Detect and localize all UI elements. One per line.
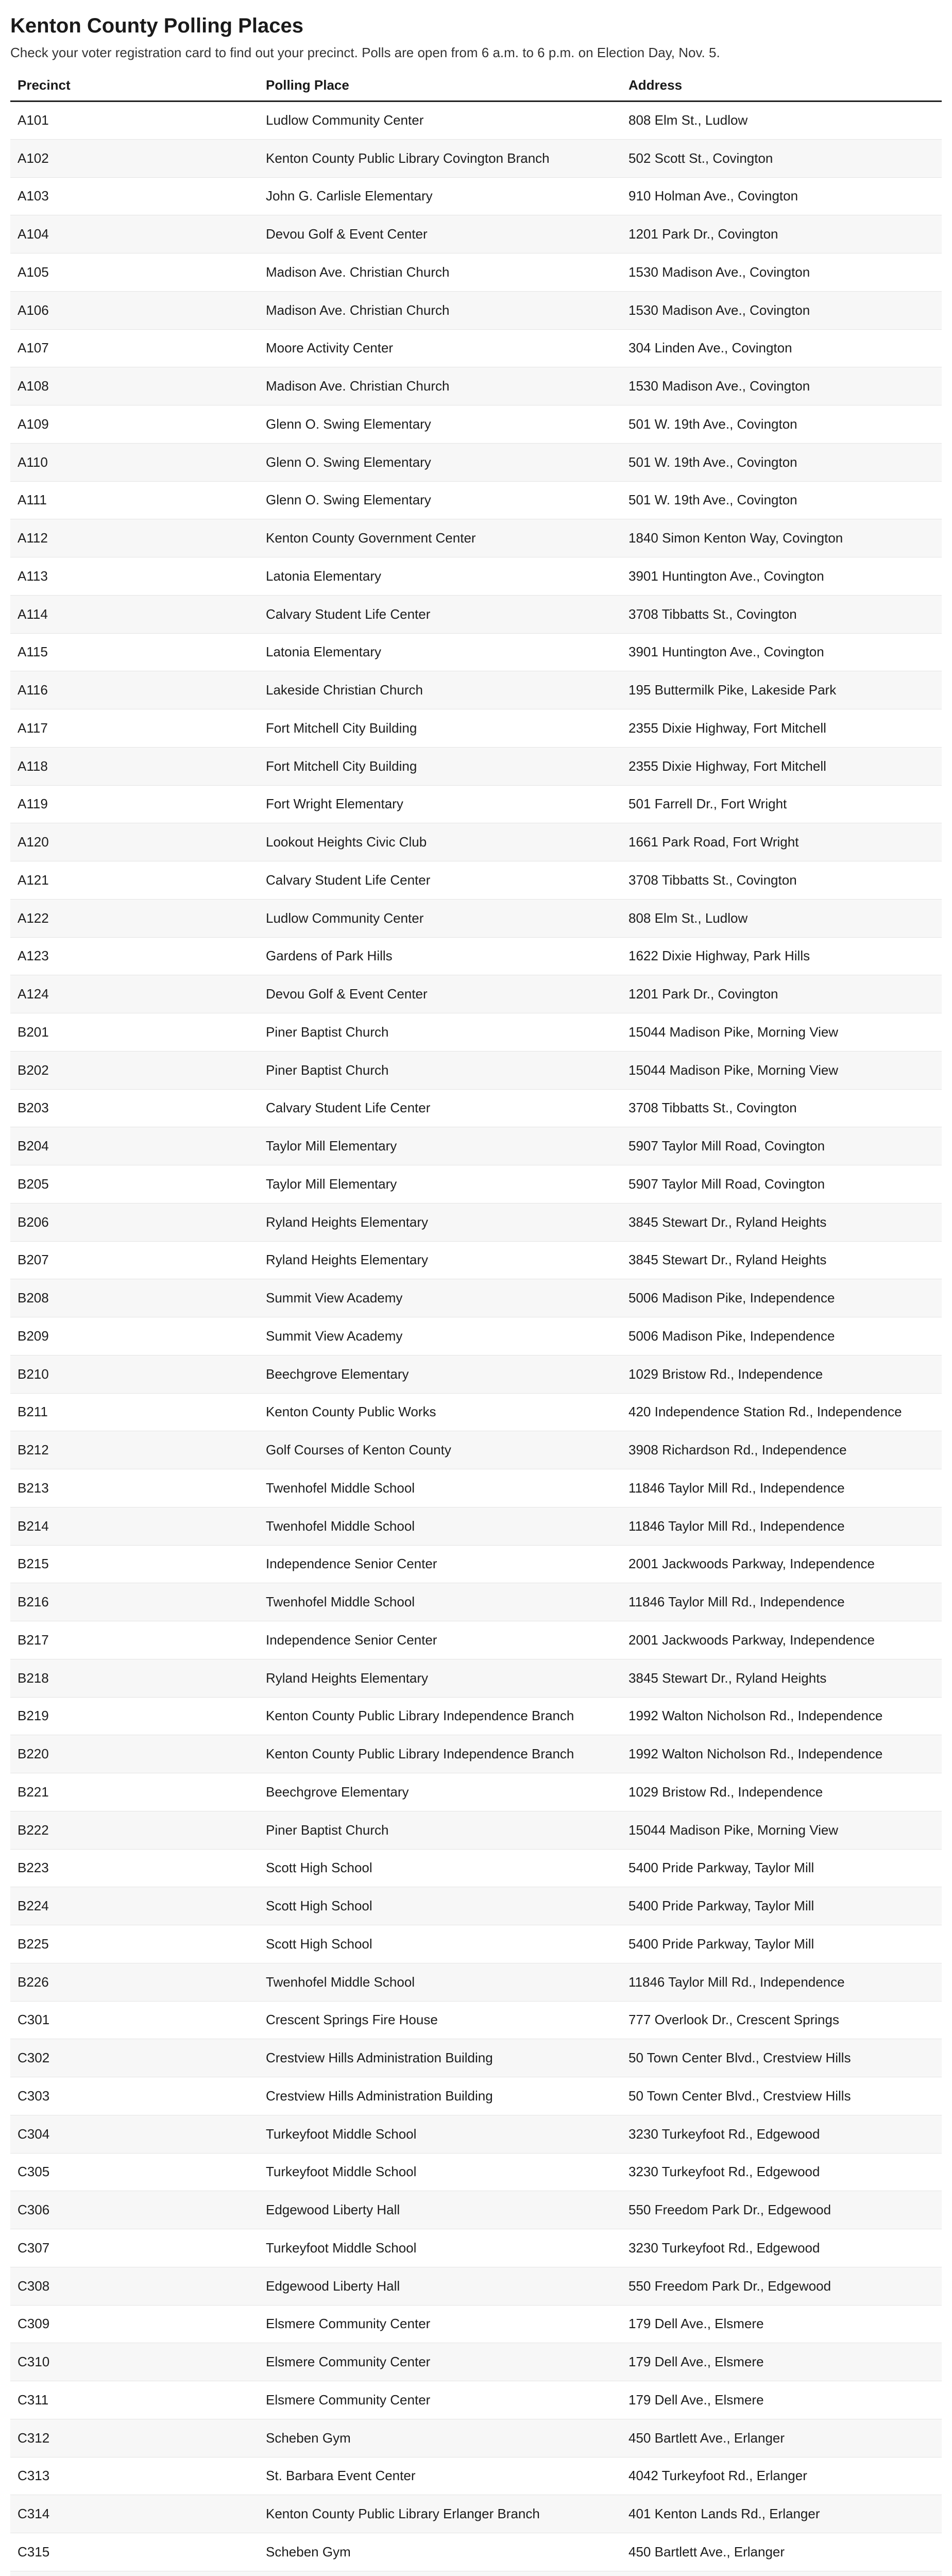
cell-address: 3901 Huntington Ave., Covington <box>621 557 942 596</box>
cell-precinct: B219 <box>10 1697 259 1735</box>
table-row <box>10 899 942 937</box>
cell-address: 15044 Madison Pike, Morning View <box>621 1051 942 1089</box>
cell-precinct: A121 <box>10 861 259 900</box>
cell-address: 1992 Walton Nicholson Rd., Independence <box>621 1697 942 1735</box>
cell-polling-place: Ryland Heights Elementary <box>259 1203 621 1241</box>
table-row <box>10 1317 942 1355</box>
cell-precinct: B217 <box>10 1621 259 1659</box>
cell-precinct: A102 <box>10 139 259 177</box>
cell-address: 550 Freedom Park Dr., Edgewood <box>621 2191 942 2229</box>
cell-precinct: A104 <box>10 215 259 253</box>
cell-polling-place: Calvary Student Life Center <box>259 861 621 900</box>
cell-precinct: B215 <box>10 1545 259 1583</box>
table-row <box>10 2077 942 2115</box>
cell-address: 11846 Taylor Mill Rd., Independence <box>621 1507 942 1545</box>
cell-precinct: C302 <box>10 2039 259 2077</box>
cell-address: 4042 Turkeyfoot Rd., Erlanger <box>621 2457 942 2495</box>
cell-address: 50 Town Center Blvd., Crestview Hills <box>621 2077 942 2115</box>
cell-address: 777 Overlook Dr., Crescent Springs <box>621 2001 942 2039</box>
table-row <box>10 405 942 444</box>
cell-address: 808 Elm St., Ludlow <box>621 101 942 140</box>
cell-precinct: C303 <box>10 2077 259 2115</box>
table-row <box>10 2533 942 2571</box>
cell-address: 1029 Bristow Rd., Independence <box>621 1773 942 1811</box>
table-row <box>10 1203 942 1241</box>
table-row <box>10 2039 942 2077</box>
table-row <box>10 975 942 1013</box>
cell-address: 11846 Taylor Mill Rd., Independence <box>621 1469 942 1507</box>
cell-precinct: B209 <box>10 1317 259 1355</box>
cell-precinct: A106 <box>10 291 259 329</box>
cell-address: 1840 Simon Kenton Way, Covington <box>621 519 942 557</box>
cell-precinct: A114 <box>10 595 259 633</box>
table-row <box>10 519 942 557</box>
cell-precinct: C311 <box>10 2381 259 2419</box>
cell-precinct: A108 <box>10 367 259 405</box>
cell-precinct: A113 <box>10 557 259 596</box>
cell-address: 5400 Pride Parkway, Taylor Mill <box>621 1887 942 1925</box>
cell-address: 420 Independence Station Rd., Independence <box>621 1393 942 1431</box>
cell-polling-place: Taylor Mill Elementary <box>259 1127 621 1165</box>
table-row <box>10 937 942 975</box>
table-row <box>10 367 942 405</box>
table-header <box>10 77 942 101</box>
cell-precinct: B207 <box>10 1241 259 1279</box>
cell-address: 3708 Tibbatts St., Covington <box>621 595 942 633</box>
table-row <box>10 177 942 215</box>
table-row <box>10 1887 942 1925</box>
table-row <box>10 1431 942 1469</box>
cell-polling-place: Twenhofel Middle School <box>259 1963 621 2001</box>
cell-address: 2355 Dixie Highway, Fort Mitchell <box>621 709 942 748</box>
column-header-polling-place[interactable]: Polling Place <box>259 77 621 101</box>
cell-polling-place <box>259 2571 621 2576</box>
cell-precinct: C308 <box>10 2267 259 2305</box>
cell-polling-place: Piner Baptist Church <box>259 1051 621 1089</box>
cell-polling-place: Calvary Student Life Center <box>259 595 621 633</box>
table-row <box>10 1355 942 1393</box>
table-row <box>10 1963 942 2001</box>
cell-address: 501 W. 19th Ave., Covington <box>621 443 942 481</box>
cell-address: 501 W. 19th Ave., Covington <box>621 481 942 519</box>
cell-address: 50 Town Center Blvd., Crestview Hills <box>621 2039 942 2077</box>
cell-polling-place: Latonia Elementary <box>259 633 621 671</box>
cell-polling-place: Crescent Springs Fire House <box>259 2001 621 2039</box>
cell-precinct: C306 <box>10 2191 259 2229</box>
table-row <box>10 1089 942 1127</box>
table-row <box>10 1051 942 1089</box>
cell-address: 808 Elm St., Ludlow <box>621 899 942 937</box>
cell-address: 5006 Madison Pike, Independence <box>621 1317 942 1355</box>
table-row <box>10 2267 942 2305</box>
table-row <box>10 2229 942 2267</box>
cell-polling-place: Golf Courses of Kenton County <box>259 1431 621 1469</box>
cell-address: 1530 Madison Ave., Covington <box>621 253 942 292</box>
table-row <box>10 709 942 748</box>
cell-precinct: B201 <box>10 1013 259 1052</box>
cell-precinct: B204 <box>10 1127 259 1165</box>
polling-places-table <box>10 77 942 2576</box>
cell-address: 5907 Taylor Mill Road, Covington <box>621 1127 942 1165</box>
table-row <box>10 2001 942 2039</box>
cell-polling-place: Madison Ave. Christian Church <box>259 253 621 292</box>
column-header-address[interactable]: Address <box>621 77 942 101</box>
cell-polling-place: Devou Golf & Event Center <box>259 975 621 1013</box>
cell-polling-place: Devou Golf & Event Center <box>259 215 621 253</box>
cell-polling-place: Edgewood Liberty Hall <box>259 2267 621 2305</box>
cell-precinct: A103 <box>10 177 259 215</box>
table-row <box>10 1811 942 1849</box>
table-row <box>10 481 942 519</box>
cell-precinct: B205 <box>10 1165 259 1204</box>
table-row <box>10 747 942 785</box>
cell-precinct: B226 <box>10 1963 259 2001</box>
cell-polling-place: Crestview Hills Administration Building <box>259 2077 621 2115</box>
cell-polling-place: Lakeside Christian Church <box>259 671 621 709</box>
cell-precinct: B225 <box>10 1925 259 1963</box>
cell-polling-place: Moore Activity Center <box>259 329 621 367</box>
table-row <box>10 2495 942 2533</box>
cell-address: 2001 Jackwoods Parkway, Independence <box>621 1545 942 1583</box>
cell-polling-place: Calvary Student Life Center <box>259 1089 621 1127</box>
cell-polling-place: Summit View Academy <box>259 1317 621 1355</box>
table-row <box>10 1773 942 1811</box>
cell-polling-place: Fort Mitchell City Building <box>259 709 621 748</box>
cell-address: 3708 Tibbatts St., Covington <box>621 1089 942 1127</box>
page-title: Kenton County Polling Places <box>10 14 303 37</box>
cell-polling-place: Ryland Heights Elementary <box>259 1659 621 1697</box>
table-row <box>10 215 942 253</box>
table-row <box>10 861 942 900</box>
cell-polling-place: Glenn O. Swing Elementary <box>259 481 621 519</box>
cell-address: 1992 Walton Nicholson Rd., Independence <box>621 1735 942 1773</box>
cell-address: 502 Scott St., Covington <box>621 139 942 177</box>
cell-address: 3901 Huntington Ave., Covington <box>621 633 942 671</box>
table-row <box>10 785 942 823</box>
cell-address: 15044 Madison Pike, Morning View <box>621 1811 942 1849</box>
cell-precinct: A124 <box>10 975 259 1013</box>
cell-precinct: B213 <box>10 1469 259 1507</box>
cell-precinct: A107 <box>10 329 259 367</box>
cell-polling-place: Ryland Heights Elementary <box>259 1241 621 1279</box>
table-row <box>10 2381 942 2419</box>
cell-precinct: B224 <box>10 1887 259 1925</box>
table-row <box>10 1393 942 1431</box>
cell-polling-place: Twenhofel Middle School <box>259 1469 621 1507</box>
cell-polling-place: Ludlow Community Center <box>259 101 621 140</box>
cell-address: 2001 Jackwoods Parkway, Independence <box>621 1621 942 1659</box>
cell-polling-place: Gardens of Park Hills <box>259 937 621 975</box>
table-row <box>10 1127 942 1165</box>
cell-polling-place: Scott High School <box>259 1849 621 1887</box>
cell-precinct: B203 <box>10 1089 259 1127</box>
cell-precinct: B223 <box>10 1849 259 1887</box>
cell-precinct: A105 <box>10 253 259 292</box>
cell-precinct: B222 <box>10 1811 259 1849</box>
cell-precinct: C305 <box>10 2153 259 2191</box>
table-row <box>10 1849 942 1887</box>
table-row <box>10 2153 942 2191</box>
cell-address: 910 Holman Ave., Covington <box>621 177 942 215</box>
table-row <box>10 1279 942 1317</box>
cell-precinct: A120 <box>10 823 259 861</box>
cell-polling-place: Scheben Gym <box>259 2533 621 2571</box>
cell-address: 1661 Park Road, Fort Wright <box>621 823 942 861</box>
cell-polling-place: Twenhofel Middle School <box>259 1583 621 1621</box>
cell-polling-place: Edgewood Liberty Hall <box>259 2191 621 2229</box>
cell-address: 501 Farrell Dr., Fort Wright <box>621 785 942 823</box>
cell-precinct: B211 <box>10 1393 259 1431</box>
table-row <box>10 1735 942 1773</box>
table-row <box>10 101 942 140</box>
cell-precinct: B212 <box>10 1431 259 1469</box>
table-row <box>10 1469 942 1507</box>
table-row <box>10 2457 942 2495</box>
column-header-precinct[interactable]: Precinct <box>10 77 259 101</box>
cell-address: 15044 Madison Pike, Morning View <box>621 1013 942 1052</box>
cell-precinct: C304 <box>10 2115 259 2153</box>
cell-precinct: A122 <box>10 899 259 937</box>
cell-polling-place: St. Barbara Event Center <box>259 2457 621 2495</box>
cell-address: 3230 Turkeyfoot Rd., Edgewood <box>621 2229 942 2267</box>
cell-address: 179 Dell Ave., Elsmere <box>621 2381 942 2419</box>
cell-polling-place: Summit View Academy <box>259 1279 621 1317</box>
cell-precinct: C315 <box>10 2533 259 2571</box>
table-row <box>10 2115 942 2153</box>
table-row <box>10 2571 942 2576</box>
cell-precinct: C301 <box>10 2001 259 2039</box>
cell-address: 3230 Turkeyfoot Rd., Edgewood <box>621 2115 942 2153</box>
cell-address: 5400 Pride Parkway, Taylor Mill <box>621 1925 942 1963</box>
cell-polling-place: Piner Baptist Church <box>259 1811 621 1849</box>
cell-polling-place: Latonia Elementary <box>259 557 621 596</box>
cell-precinct <box>10 2571 259 2576</box>
cell-address: 450 Bartlett Ave., Erlanger <box>621 2419 942 2457</box>
cell-precinct: A101 <box>10 101 259 140</box>
table-row <box>10 2343 942 2381</box>
table-row <box>10 1583 942 1621</box>
cell-precinct: A110 <box>10 443 259 481</box>
cell-address: 2355 Dixie Highway, Fort Mitchell <box>621 747 942 785</box>
cell-address: 501 W. 19th Ave., Covington <box>621 405 942 444</box>
cell-polling-place: Taylor Mill Elementary <box>259 1165 621 1204</box>
cell-precinct: A115 <box>10 633 259 671</box>
cell-precinct: B221 <box>10 1773 259 1811</box>
cell-precinct: C312 <box>10 2419 259 2457</box>
cell-address: 450 Bartlett Ave., Erlanger <box>621 2533 942 2571</box>
table-row <box>10 139 942 177</box>
cell-address: 550 Freedom Park Dr., Edgewood <box>621 2267 942 2305</box>
cell-address: 304 Linden Ave., Covington <box>621 329 942 367</box>
table-row <box>10 557 942 596</box>
table-row <box>10 1925 942 1963</box>
cell-address: 5907 Taylor Mill Road, Covington <box>621 1165 942 1204</box>
cell-polling-place: Elsmere Community Center <box>259 2381 621 2419</box>
cell-precinct: B218 <box>10 1659 259 1697</box>
cell-polling-place: Turkeyfoot Middle School <box>259 2229 621 2267</box>
cell-polling-place: Lookout Heights Civic Club <box>259 823 621 861</box>
cell-polling-place: Elsmere Community Center <box>259 2305 621 2343</box>
cell-address: 5400 Pride Parkway, Taylor Mill <box>621 1849 942 1887</box>
cell-precinct: A123 <box>10 937 259 975</box>
cell-precinct: A109 <box>10 405 259 444</box>
cell-address: 3845 Stewart Dr., Ryland Heights <box>621 1241 942 1279</box>
cell-polling-place: Kenton County Public Library Independence Branch <box>259 1697 621 1735</box>
cell-address: 1622 Dixie Highway, Park Hills <box>621 937 942 975</box>
cell-address: 3908 Richardson Rd., Independence <box>621 1431 942 1469</box>
cell-precinct: B216 <box>10 1583 259 1621</box>
cell-address: 179 Dell Ave., Elsmere <box>621 2343 942 2381</box>
cell-polling-place: Crestview Hills Administration Building <box>259 2039 621 2077</box>
table-row <box>10 443 942 481</box>
cell-precinct: C314 <box>10 2495 259 2533</box>
cell-polling-place: Kenton County Public Library Erlanger Branch <box>259 2495 621 2533</box>
cell-address: 195 Buttermilk Pike, Lakeside Park <box>621 671 942 709</box>
table-row <box>10 329 942 367</box>
cell-polling-place: Piner Baptist Church <box>259 1013 621 1052</box>
table-body <box>10 101 942 2576</box>
cell-address: 3708 Tibbatts St., Covington <box>621 861 942 900</box>
cell-address: 1029 Bristow Rd., Independence <box>621 1355 942 1393</box>
cell-polling-place: Elsmere Community Center <box>259 2343 621 2381</box>
table-row <box>10 1545 942 1583</box>
cell-polling-place: Fort Mitchell City Building <box>259 747 621 785</box>
cell-polling-place: Glenn O. Swing Elementary <box>259 443 621 481</box>
cell-address: 179 Dell Ave., Elsmere <box>621 2305 942 2343</box>
cell-address: 3845 Stewart Dr., Ryland Heights <box>621 1203 942 1241</box>
table-row <box>10 633 942 671</box>
cell-precinct: C309 <box>10 2305 259 2343</box>
table-row <box>10 1241 942 1279</box>
cell-address: 1201 Park Dr., Covington <box>621 975 942 1013</box>
cell-polling-place: Kenton County Public Library Independence Branch <box>259 1735 621 1773</box>
cell-precinct: A116 <box>10 671 259 709</box>
cell-polling-place: John G. Carlisle Elementary <box>259 177 621 215</box>
table-row <box>10 2419 942 2457</box>
cell-polling-place: Independence Senior Center <box>259 1545 621 1583</box>
cell-polling-place: Scott High School <box>259 1925 621 1963</box>
cell-precinct: A119 <box>10 785 259 823</box>
cell-address: 11846 Taylor Mill Rd., Independence <box>621 1583 942 1621</box>
cell-polling-place: Ludlow Community Center <box>259 899 621 937</box>
table-row <box>10 1165 942 1204</box>
table-row <box>10 291 942 329</box>
cell-polling-place: Fort Wright Elementary <box>259 785 621 823</box>
cell-precinct: C313 <box>10 2457 259 2495</box>
cell-precinct: B208 <box>10 1279 259 1317</box>
table-row <box>10 2305 942 2343</box>
page-subtitle: Check your voter registration card to find out your precinct. Polls are open from 6 a.m. to 6 p.m. on Election Day, Nov. 5. <box>10 45 720 60</box>
table-row <box>10 253 942 292</box>
cell-polling-place: Madison Ave. Christian Church <box>259 367 621 405</box>
table-row <box>10 1621 942 1659</box>
cell-polling-place: Madison Ave. Christian Church <box>259 291 621 329</box>
table-row <box>10 595 942 633</box>
cell-precinct: A117 <box>10 709 259 748</box>
table-header-row <box>10 77 942 101</box>
cell-polling-place: Twenhofel Middle School <box>259 1507 621 1545</box>
cell-polling-place: Independence Senior Center <box>259 1621 621 1659</box>
cell-precinct: A111 <box>10 481 259 519</box>
cell-address: 3230 Turkeyfoot Rd., Edgewood <box>621 2153 942 2191</box>
cell-precinct: C307 <box>10 2229 259 2267</box>
cell-polling-place: Turkeyfoot Middle School <box>259 2153 621 2191</box>
table-row <box>10 1697 942 1735</box>
cell-precinct: C310 <box>10 2343 259 2381</box>
cell-precinct: A112 <box>10 519 259 557</box>
cell-address: 11846 Taylor Mill Rd., Independence <box>621 1963 942 2001</box>
cell-precinct: B202 <box>10 1051 259 1089</box>
cell-address: 1530 Madison Ave., Covington <box>621 291 942 329</box>
cell-address <box>621 2571 942 2576</box>
cell-precinct: B206 <box>10 1203 259 1241</box>
cell-polling-place: Turkeyfoot Middle School <box>259 2115 621 2153</box>
cell-polling-place: Kenton County Public Library Covington Branch <box>259 139 621 177</box>
cell-polling-place: Scott High School <box>259 1887 621 1925</box>
table-row <box>10 1659 942 1697</box>
table-row <box>10 1013 942 1052</box>
cell-precinct: B210 <box>10 1355 259 1393</box>
cell-address: 1201 Park Dr., Covington <box>621 215 942 253</box>
table-row <box>10 671 942 709</box>
cell-precinct: B214 <box>10 1507 259 1545</box>
cell-polling-place: Scheben Gym <box>259 2419 621 2457</box>
cell-address: 401 Kenton Lands Rd., Erlanger <box>621 2495 942 2533</box>
cell-address: 3845 Stewart Dr., Ryland Heights <box>621 1659 942 1697</box>
cell-polling-place: Beechgrove Elementary <box>259 1355 621 1393</box>
cell-precinct: A118 <box>10 747 259 785</box>
cell-polling-place: Kenton County Government Center <box>259 519 621 557</box>
cell-polling-place: Beechgrove Elementary <box>259 1773 621 1811</box>
cell-polling-place: Glenn O. Swing Elementary <box>259 405 621 444</box>
table-row <box>10 1507 942 1545</box>
cell-precinct: B220 <box>10 1735 259 1773</box>
cell-address: 5006 Madison Pike, Independence <box>621 1279 942 1317</box>
table-row <box>10 823 942 861</box>
table-row <box>10 2191 942 2229</box>
cell-address: 1530 Madison Ave., Covington <box>621 367 942 405</box>
cell-polling-place: Kenton County Public Works <box>259 1393 621 1431</box>
